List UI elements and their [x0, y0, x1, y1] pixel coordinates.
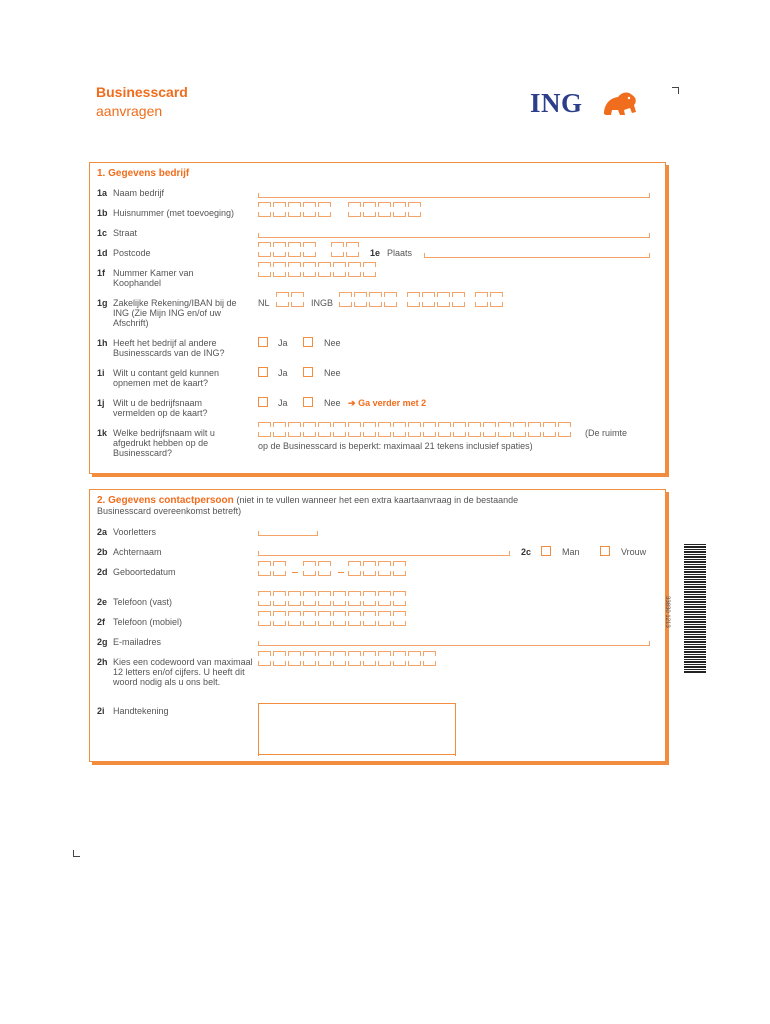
- field-number: 2b: [97, 547, 108, 557]
- page-title: Businesscard: [96, 84, 188, 100]
- birth-month-input-lower[interactable]: [303, 571, 331, 576]
- card-name-note-part1: (De ruimte: [585, 428, 628, 438]
- section2-heading: 2. Gegevens contactpersoon (niet in te vullen wanneer het een extra kaartaanvraag in de bestaande Businesscard overeenkomst betreft): [97, 495, 519, 516]
- field-label: Heeft het bedrijf al andere Businesscards van de ING?: [113, 338, 225, 358]
- field-number: 2c: [521, 547, 532, 557]
- field-number: 1a: [97, 188, 108, 198]
- field-number: 1d: [97, 248, 108, 258]
- no-label: Nee: [324, 338, 341, 348]
- other-cards-yes-checkbox[interactable]: [258, 337, 268, 347]
- field-label: Telefoon (vast): [113, 597, 173, 607]
- field-label: Achternaam: [113, 547, 162, 557]
- postcode-letters-input[interactable]: [331, 242, 359, 247]
- field-number: 1g: [97, 298, 108, 308]
- house-number-input-lower[interactable]: [258, 212, 331, 217]
- house-number-suffix-input-lower[interactable]: [348, 212, 421, 217]
- signature-box-bottom: [258, 745, 456, 755]
- field-number: 1e: [370, 248, 381, 258]
- company-name-input[interactable]: [258, 193, 650, 198]
- field-label: Telefoon (mobiel): [113, 617, 183, 627]
- cash-withdrawal-no-checkbox[interactable]: [303, 367, 313, 377]
- field-number: 1i: [97, 368, 105, 378]
- field-number: 1k: [97, 428, 108, 438]
- gender-male-label: Man: [562, 547, 580, 557]
- section1-heading: 1. Gegevens bedrijf: [97, 168, 190, 179]
- date-separator: [292, 572, 298, 573]
- field-number: 1b: [97, 208, 108, 218]
- other-cards-no-checkbox[interactable]: [303, 337, 313, 347]
- postcode-digits-input[interactable]: [258, 242, 316, 247]
- iban-check-input[interactable]: [276, 292, 304, 297]
- yes-label: Ja: [278, 338, 288, 348]
- field-label: Plaats: [387, 248, 413, 258]
- card-company-name-input-lower[interactable]: [258, 432, 571, 437]
- field-label: Welke bedrijfsnaam wilt u afgedrukt hebben op de Businesscard?: [113, 428, 215, 458]
- street-input[interactable]: [258, 233, 650, 238]
- arrow-right-icon: ➔: [348, 398, 356, 408]
- date-separator: [338, 572, 344, 573]
- phone-mobile-input[interactable]: [258, 611, 406, 616]
- birth-month-input[interactable]: [303, 561, 331, 566]
- gender-female-label: Vrouw: [621, 547, 647, 557]
- house-number-input[interactable]: [258, 202, 331, 207]
- field-number: 2f: [97, 617, 106, 627]
- iban-account-input[interactable]: [339, 292, 397, 297]
- gender-male-checkbox[interactable]: [541, 546, 551, 556]
- company-name-on-card-no-checkbox[interactable]: [303, 397, 313, 407]
- field-number: 1h: [97, 338, 108, 348]
- field-label: Geboortedatum: [113, 567, 176, 577]
- page-subtitle: aanvragen: [96, 103, 163, 119]
- field-label: Postcode: [113, 248, 151, 258]
- field-number: 2i: [97, 706, 105, 716]
- barcode: [684, 544, 706, 674]
- field-number: 2g: [97, 637, 108, 647]
- field-label: Wilt u de bedrijfsnaam vermelden op de kaart?: [113, 398, 208, 418]
- codeword-input[interactable]: [258, 651, 436, 656]
- iban-check-input-lower[interactable]: [276, 302, 304, 307]
- goto-section-2-note: ➔ Ga verder met 2: [348, 398, 427, 408]
- crop-mark-top-right-icon: [672, 87, 679, 94]
- yes-label: Ja: [278, 368, 288, 378]
- field-number: 2a: [97, 527, 108, 537]
- postcode-letters-input-lower[interactable]: [331, 252, 359, 257]
- field-label: Handtekening: [113, 706, 169, 716]
- phone-landline-input[interactable]: [258, 591, 406, 596]
- field-number: 2h: [97, 657, 108, 667]
- city-input[interactable]: [424, 253, 650, 258]
- field-label: Huisnummer (met toevoeging): [113, 208, 235, 218]
- birth-day-input[interactable]: [258, 561, 286, 566]
- no-label: Nee: [324, 368, 341, 378]
- card-company-name-input[interactable]: [258, 422, 571, 427]
- iban-account-input-3-lower[interactable]: [475, 302, 503, 307]
- kvk-number-input[interactable]: [258, 262, 376, 267]
- no-label: Nee: [324, 398, 341, 408]
- iban-account-input-lower[interactable]: [339, 302, 397, 307]
- crop-mark-bottom-left-icon: [73, 850, 80, 857]
- postcode-digits-input-lower[interactable]: [258, 252, 316, 257]
- field-number: 2e: [97, 597, 108, 607]
- iban-country-prefix: NL: [258, 298, 270, 308]
- field-number: 1f: [97, 268, 106, 278]
- field-number: 1j: [97, 398, 105, 408]
- field-label: Straat: [113, 228, 138, 238]
- yes-label: Ja: [278, 398, 288, 408]
- field-label: Nummer Kamer van Koophandel: [113, 268, 194, 288]
- field-number: 2d: [97, 567, 108, 577]
- field-label: Kies een codewoord van maximaal 12 letters en/of cijfers. U heeft dit woord nodig als u ons belt.: [113, 657, 253, 687]
- phone-landline-input-lower[interactable]: [258, 601, 406, 606]
- barcode-label: 33830 1213: [664, 596, 670, 628]
- kvk-number-input-lower[interactable]: [258, 272, 376, 277]
- phone-mobile-input-lower[interactable]: [258, 621, 406, 626]
- lion-logo-icon: [598, 88, 640, 118]
- field-number: 1c: [97, 228, 108, 238]
- birth-year-input[interactable]: [348, 561, 406, 566]
- field-label: E-mailadres: [113, 637, 162, 647]
- cash-withdrawal-yes-checkbox[interactable]: [258, 367, 268, 377]
- gender-female-checkbox[interactable]: [600, 546, 610, 556]
- iban-account-input-3[interactable]: [475, 292, 503, 297]
- ing-logo-text: ING: [530, 88, 583, 118]
- birth-day-input-lower[interactable]: [258, 571, 286, 576]
- field-label: Zakelijke Rekening/IBAN bij de ING (Zie Mijn ING en/of uw Afschrift): [113, 298, 237, 328]
- surname-input[interactable]: [258, 551, 510, 556]
- iban-account-input-2[interactable]: [407, 292, 465, 297]
- email-input[interactable]: [258, 641, 650, 646]
- field-label: Naam bedrijf: [113, 188, 165, 198]
- company-name-on-card-yes-checkbox[interactable]: [258, 397, 268, 407]
- birth-year-input-lower[interactable]: [348, 571, 406, 576]
- initials-input[interactable]: [258, 531, 318, 536]
- iban-account-input-2-lower[interactable]: [407, 302, 465, 307]
- codeword-input-lower[interactable]: [258, 661, 436, 666]
- field-label: Voorletters: [113, 527, 157, 537]
- card-name-note-part2: op de Businesscard is beperkt: maximaal 21 tekens inclusief spaties): [258, 441, 533, 451]
- iban-bank-prefix: INGB: [311, 298, 334, 308]
- field-label: Wilt u contant geld kunnen opnemen met de kaart?: [113, 368, 220, 388]
- house-number-suffix-input[interactable]: [348, 202, 421, 207]
